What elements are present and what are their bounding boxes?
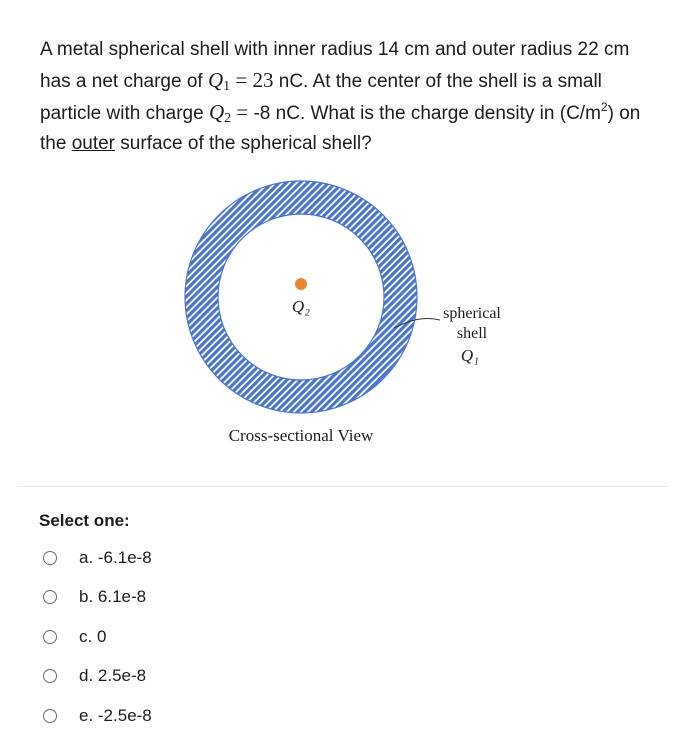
answer-option-b[interactable] bbox=[43, 578, 152, 618]
answer-options bbox=[43, 538, 152, 736]
question-part-2: nC. At the center of the shell is a small particle with charge bbox=[40, 71, 602, 124]
radio-icon[interactable] bbox=[43, 630, 57, 644]
unit-exponent: 2 bbox=[600, 100, 608, 114]
radio-icon[interactable] bbox=[43, 551, 57, 565]
particle-label: Q₂ bbox=[291, 297, 311, 316]
section-divider bbox=[18, 486, 668, 487]
answer-option-e[interactable] bbox=[43, 696, 152, 736]
answer-option-label[interactable]: a. -6.1e-8 bbox=[79, 547, 152, 567]
radio-icon[interactable] bbox=[43, 590, 57, 604]
question-part-1: A metal spherical shell with inner radius 14 cm and outer radius 22 cm has a net charge of bbox=[40, 39, 630, 92]
underlined-word: outer bbox=[71, 133, 116, 154]
shell-label-line-3: Q₁ bbox=[460, 346, 480, 365]
answer-option-label[interactable]: d. 2.5e-8 bbox=[79, 666, 147, 686]
answer-option-label[interactable]: b. 6.1e-8 bbox=[79, 587, 147, 607]
answer-option-label[interactable]: c. 0 bbox=[79, 626, 107, 646]
answer-option-a[interactable] bbox=[43, 538, 152, 578]
answer-option-label[interactable]: e. -2.5e-8 bbox=[79, 705, 152, 725]
select-one-label: Select one: bbox=[39, 511, 130, 530]
question-part-4: ) on the bbox=[40, 103, 641, 154]
particle-dot bbox=[295, 278, 307, 290]
shell-label-line-1: spherical bbox=[443, 305, 501, 322]
figure-caption: Cross-sectional View bbox=[228, 426, 374, 445]
question-part-3: -8 nC. What is the charge density in (C/m bbox=[253, 103, 601, 124]
q1-symbol: $Q_1 = 23$ bbox=[207, 68, 274, 94]
shell-label-line-2: shell bbox=[456, 325, 488, 342]
radio-icon[interactable] bbox=[43, 709, 57, 723]
question-part-5: surface of the spherical shell? bbox=[115, 133, 372, 154]
q2-symbol: $Q_2$ = bbox=[208, 100, 254, 126]
radio-icon[interactable] bbox=[43, 669, 57, 683]
answer-option-d[interactable] bbox=[43, 657, 152, 697]
answer-option-c[interactable] bbox=[43, 617, 152, 657]
